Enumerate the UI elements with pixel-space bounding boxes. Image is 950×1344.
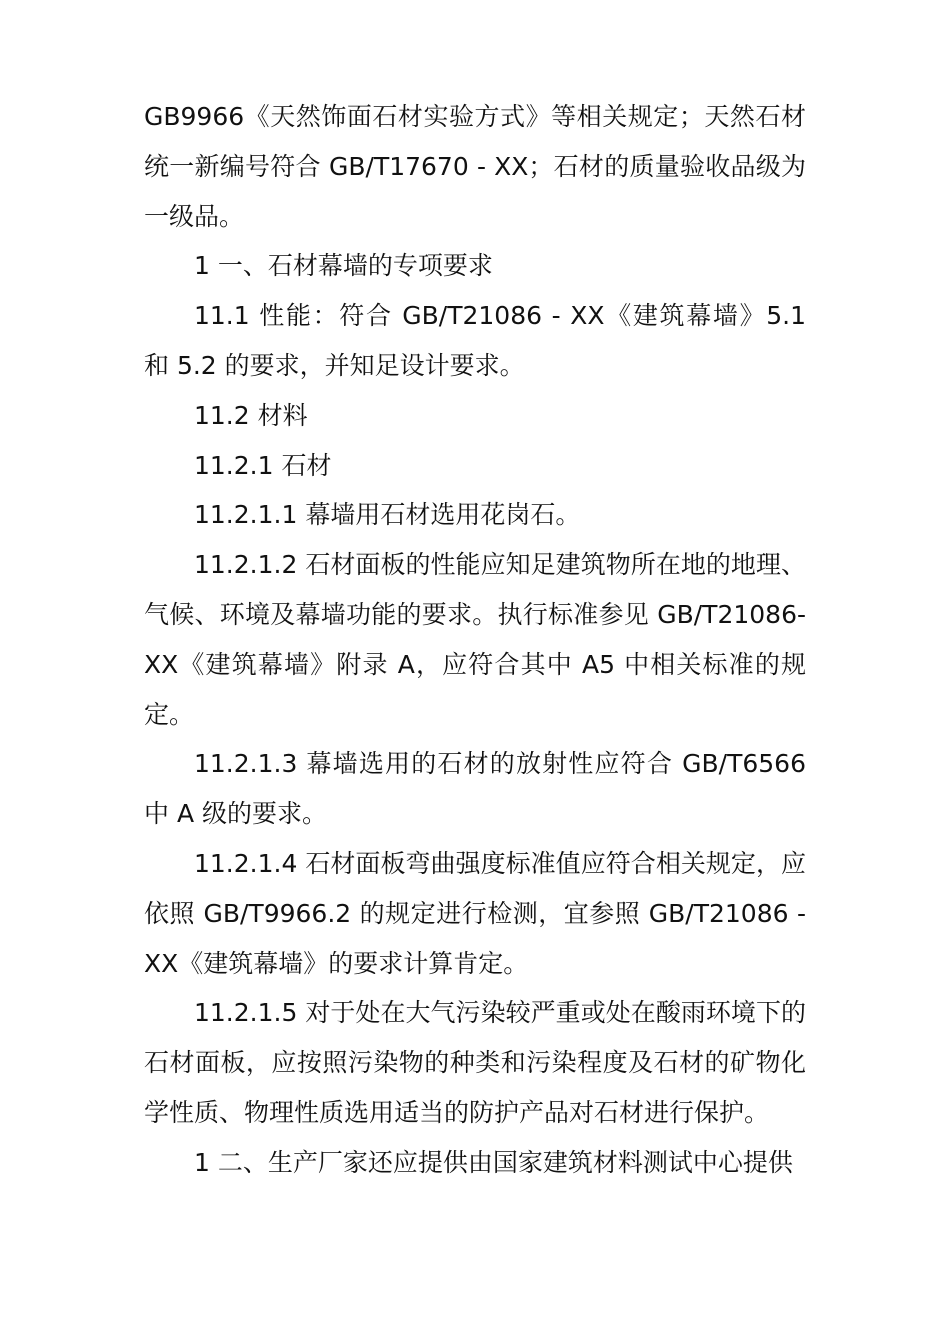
section-heading-11: 1 一、石材幕墙的专项要求 xyxy=(194,251,493,281)
heading-11-2: 11.2 材料 xyxy=(194,400,308,430)
heading-11-2-1: 11.2.1 石材 xyxy=(194,450,332,480)
paragraph-11-2-1-4: 11.2.1.4 石材面板弯曲强度标准值应符合相关规定，应依照 GB/T9966.2 的规定进行检测，宜参照 GB/T21086 - XX《建筑幕墙》的要求计算肯定。 xyxy=(144,848,806,978)
section-heading-12: 1 二、生产厂家还应提供由国家建筑材料测试中心提供 xyxy=(194,1147,793,1177)
paragraph-11-2-1-5: 11.2.1.5 对于处在大气污染较严重或处在酸雨环境下的石材面板，应按照污染物的种类和污染程度及石材的矿物化学性质、物理性质选用适当的防护产品对石材进行保护。 xyxy=(144,998,806,1127)
paragraph-11-1: 11.1 性能：符合 GB/T21086 - XX《建筑幕墙》5.1 和 5.2 的要求，并知足设计要求。 xyxy=(144,301,806,380)
paragraph-11-2-1-1: 11.2.1.1 幕墙用石材选用花岗石。 xyxy=(194,500,581,530)
paragraph-11-2-1-2: 11.2.1.2 石材面板的性能应知足建筑物所在地的地理、气候、环境及幕墙功能的要求。执行标准参见 GB/T21086-XX《建筑幕墙》附录 A，应符合其中 A5 中相关标准的规定。 xyxy=(144,550,806,729)
paragraph-continuation: GB9966《天然饰面石材实验方式》等相关规定；天然石材统一新编号符合 GB/T17670 - XX；石材的质量验收品级为一级品。 xyxy=(144,102,806,231)
paragraph-11-2-1-3: 11.2.1.3 幕墙选用的石材的放射性应符合 GB/T6566 中 A 级的要求。 xyxy=(144,749,806,829)
document-body xyxy=(144,92,806,1188)
